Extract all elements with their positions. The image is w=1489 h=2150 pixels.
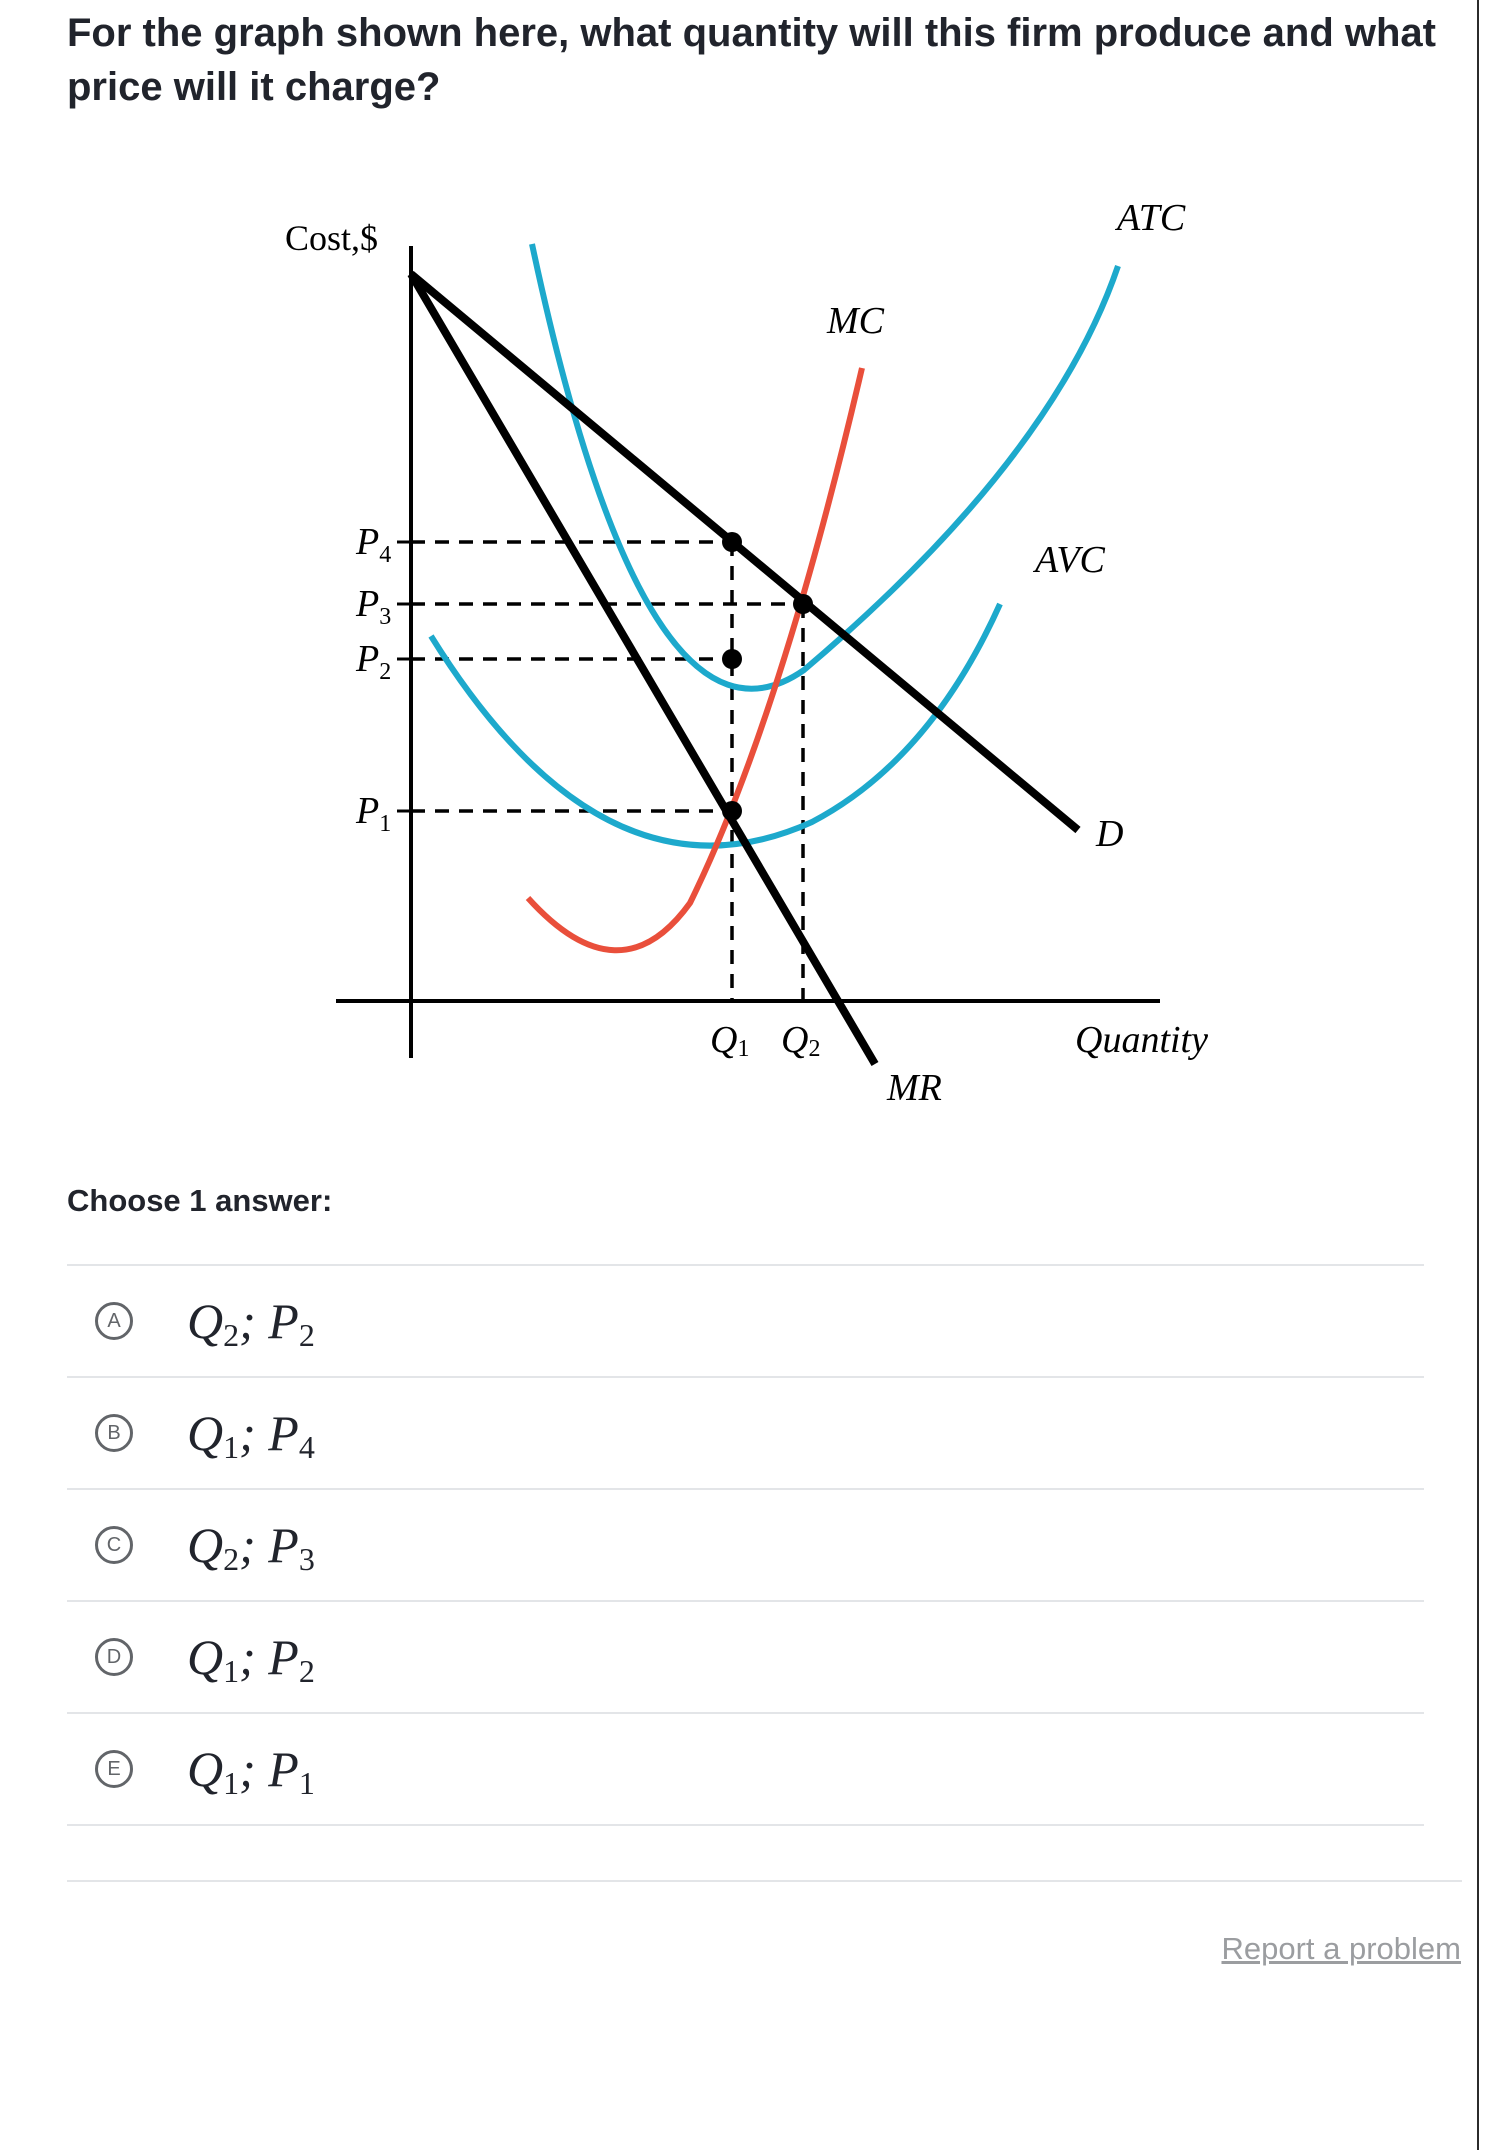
choice-a-text: $Q_2$; $P_2$ [187, 1293, 315, 1353]
scrollbar[interactable] [1477, 0, 1489, 2150]
choose-label: Choose 1 answer: [67, 1183, 333, 1218]
price-label-p3: $P_3$ [356, 583, 392, 630]
x-axis-label: Quantity [1075, 1019, 1208, 1061]
y-axis-label: Cost,$ [285, 218, 379, 258]
quantity-label-q2: Q2 [781, 1019, 821, 1062]
report-problem-link[interactable]: Report a problem [1221, 1931, 1461, 1966]
avc-label: AVC [1035, 539, 1105, 581]
choice-a[interactable] [67, 1264, 1424, 1376]
choice-d-text: $Q_1$; $P_2$ [187, 1629, 315, 1689]
atc-label: ATC [1117, 197, 1186, 239]
price-ticks [397, 542, 411, 811]
answer-choices [67, 1264, 1424, 1826]
choice-e[interactable] [67, 1712, 1424, 1826]
point-q2-p3 [793, 594, 813, 614]
demand-label: D [1096, 813, 1124, 855]
mc-curve [528, 368, 862, 950]
question-text: For the graph shown here, what quantity will this firm produce and what price will it charge? [67, 11, 1436, 109]
mr-label: MR [887, 1067, 942, 1109]
choice-c[interactable] [67, 1488, 1424, 1600]
footer-divider [67, 1880, 1462, 1882]
choice-a-bubble[interactable]: A [95, 1302, 133, 1340]
choice-e-bubble[interactable]: E [95, 1750, 133, 1788]
mc-label: MC [827, 300, 884, 342]
price-label-p1: $P_1$ [356, 790, 392, 837]
choice-c-bubble[interactable]: C [95, 1526, 133, 1564]
price-label-p4: $P_4$ [356, 521, 392, 568]
choice-b-text: $Q_1$; $P_4$ [187, 1405, 315, 1465]
choice-d[interactable] [67, 1600, 1424, 1712]
price-label-p2: $P_2$ [356, 638, 392, 685]
choice-c-text: $Q_2$; $P_3$ [187, 1517, 315, 1577]
point-q1-p1 [722, 801, 742, 821]
quantity-label-q1: Q1 [710, 1019, 750, 1062]
point-q1-p2 [722, 649, 742, 669]
point-q1-p4 [722, 532, 742, 552]
choice-d-bubble[interactable]: D [95, 1638, 133, 1676]
choice-b-bubble[interactable]: B [95, 1414, 133, 1452]
choice-e-text: $Q_1$; $P_1$ [187, 1741, 315, 1801]
choice-b[interactable] [67, 1376, 1424, 1488]
